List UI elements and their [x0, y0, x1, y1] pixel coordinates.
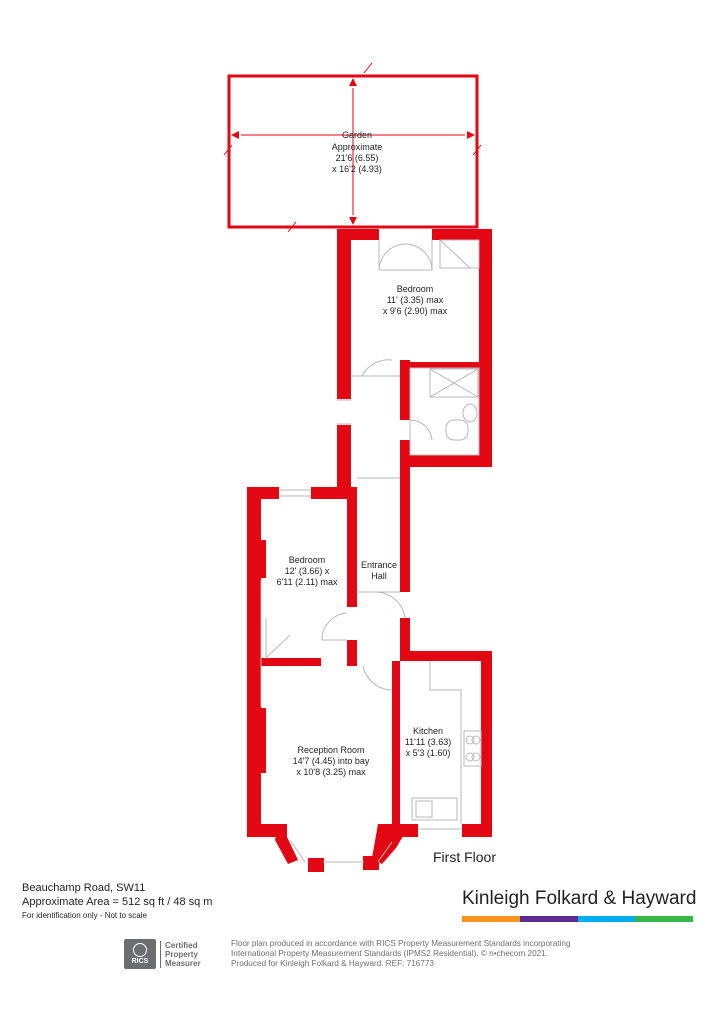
bedroom-left-label-2: 12' (3.66) x [284, 566, 330, 576]
bedroom-top-label-1: Bedroom [396, 284, 434, 294]
disclaimer-line-1: Floor plan produced in accordance with RICS Property Measurement Standards incorporating [231, 939, 571, 948]
bedroom-left-label-1: Bedroom [288, 555, 326, 565]
reception-label-2: 14'7 (4.45) into bay [292, 756, 370, 766]
rics-line-1: Certified [165, 940, 198, 950]
brand-color-bar [462, 916, 693, 922]
identification-note: For identification only - Not to scale [22, 911, 147, 920]
kitchen-label-2: 11'11 (3.63) [404, 737, 452, 747]
rics-seal-icon [133, 943, 147, 957]
brand-bar-green [635, 916, 693, 922]
kitchen-label-3: x 5'3 (1.60) [405, 748, 451, 758]
garden-label-4: x 16'2 (4.93) [332, 164, 382, 174]
brand-bar-blue [578, 916, 636, 922]
property-address-block [22, 881, 212, 923]
walls [247, 229, 492, 872]
bedroom-top-label [383, 284, 448, 316]
disclaimer-line-2: International Property Measurement Standards (IPMS2 Residential). © n•checom 2021. [231, 949, 548, 958]
brand-bar-orange [462, 916, 520, 922]
floor-label: First Floor [433, 849, 496, 865]
interior-lines [261, 240, 481, 862]
dimension-arrow-left [231, 131, 239, 139]
garden-label-3: 21'6 (6.55) [335, 153, 379, 163]
disclaimer-line-3: Produced for Kinleigh Folkard & Hayward. REF: 716773 [231, 959, 434, 968]
street-address: Beauchamp Road, SW11 [22, 882, 146, 894]
brand-bar-purple [520, 916, 578, 922]
approximate-area: Approximate Area = 512 sq ft / 48 sq m [22, 896, 213, 908]
entrance-hall-label [361, 560, 397, 581]
rics-line-3: Measurer [165, 958, 201, 968]
dimension-arrow-top [349, 78, 357, 86]
garden-label [332, 130, 383, 174]
entrance-hall-label-1: Entrance [360, 560, 398, 570]
garden-label-1: Garden [341, 130, 373, 140]
agent-brand-name: Kinleigh Folkard & Hayward [462, 888, 697, 909]
dimension-arrow-bottom [349, 217, 357, 225]
rics-logo-icon [124, 939, 156, 969]
kitchen-label [405, 726, 451, 758]
bedroom-top-label-2: 11' (3.35) max [386, 295, 444, 305]
rics-badge-text [160, 941, 201, 968]
bedroom-left-label-3: 6'11 (2.11) max [276, 577, 338, 587]
entrance-hall-label-2: Hall [371, 571, 387, 581]
bedroom-left-label [277, 555, 338, 587]
reception-label-1: Reception Room [297, 745, 365, 755]
reception-label-3: x 10'8 (3.25) max [296, 767, 366, 777]
rics-mark-text: RICS [131, 958, 149, 965]
rics-line-2: Property [165, 949, 198, 959]
reception-label [293, 745, 370, 777]
measurement-disclaimer [231, 939, 611, 969]
kitchen-label-1: Kitchen [412, 726, 444, 736]
garden-label-2: Approximate [331, 142, 383, 152]
dimension-arrow-right [467, 131, 475, 139]
bedroom-top-label-3: x 9'6 (2.90) max [382, 306, 448, 316]
rics-certified-badge [124, 939, 201, 969]
